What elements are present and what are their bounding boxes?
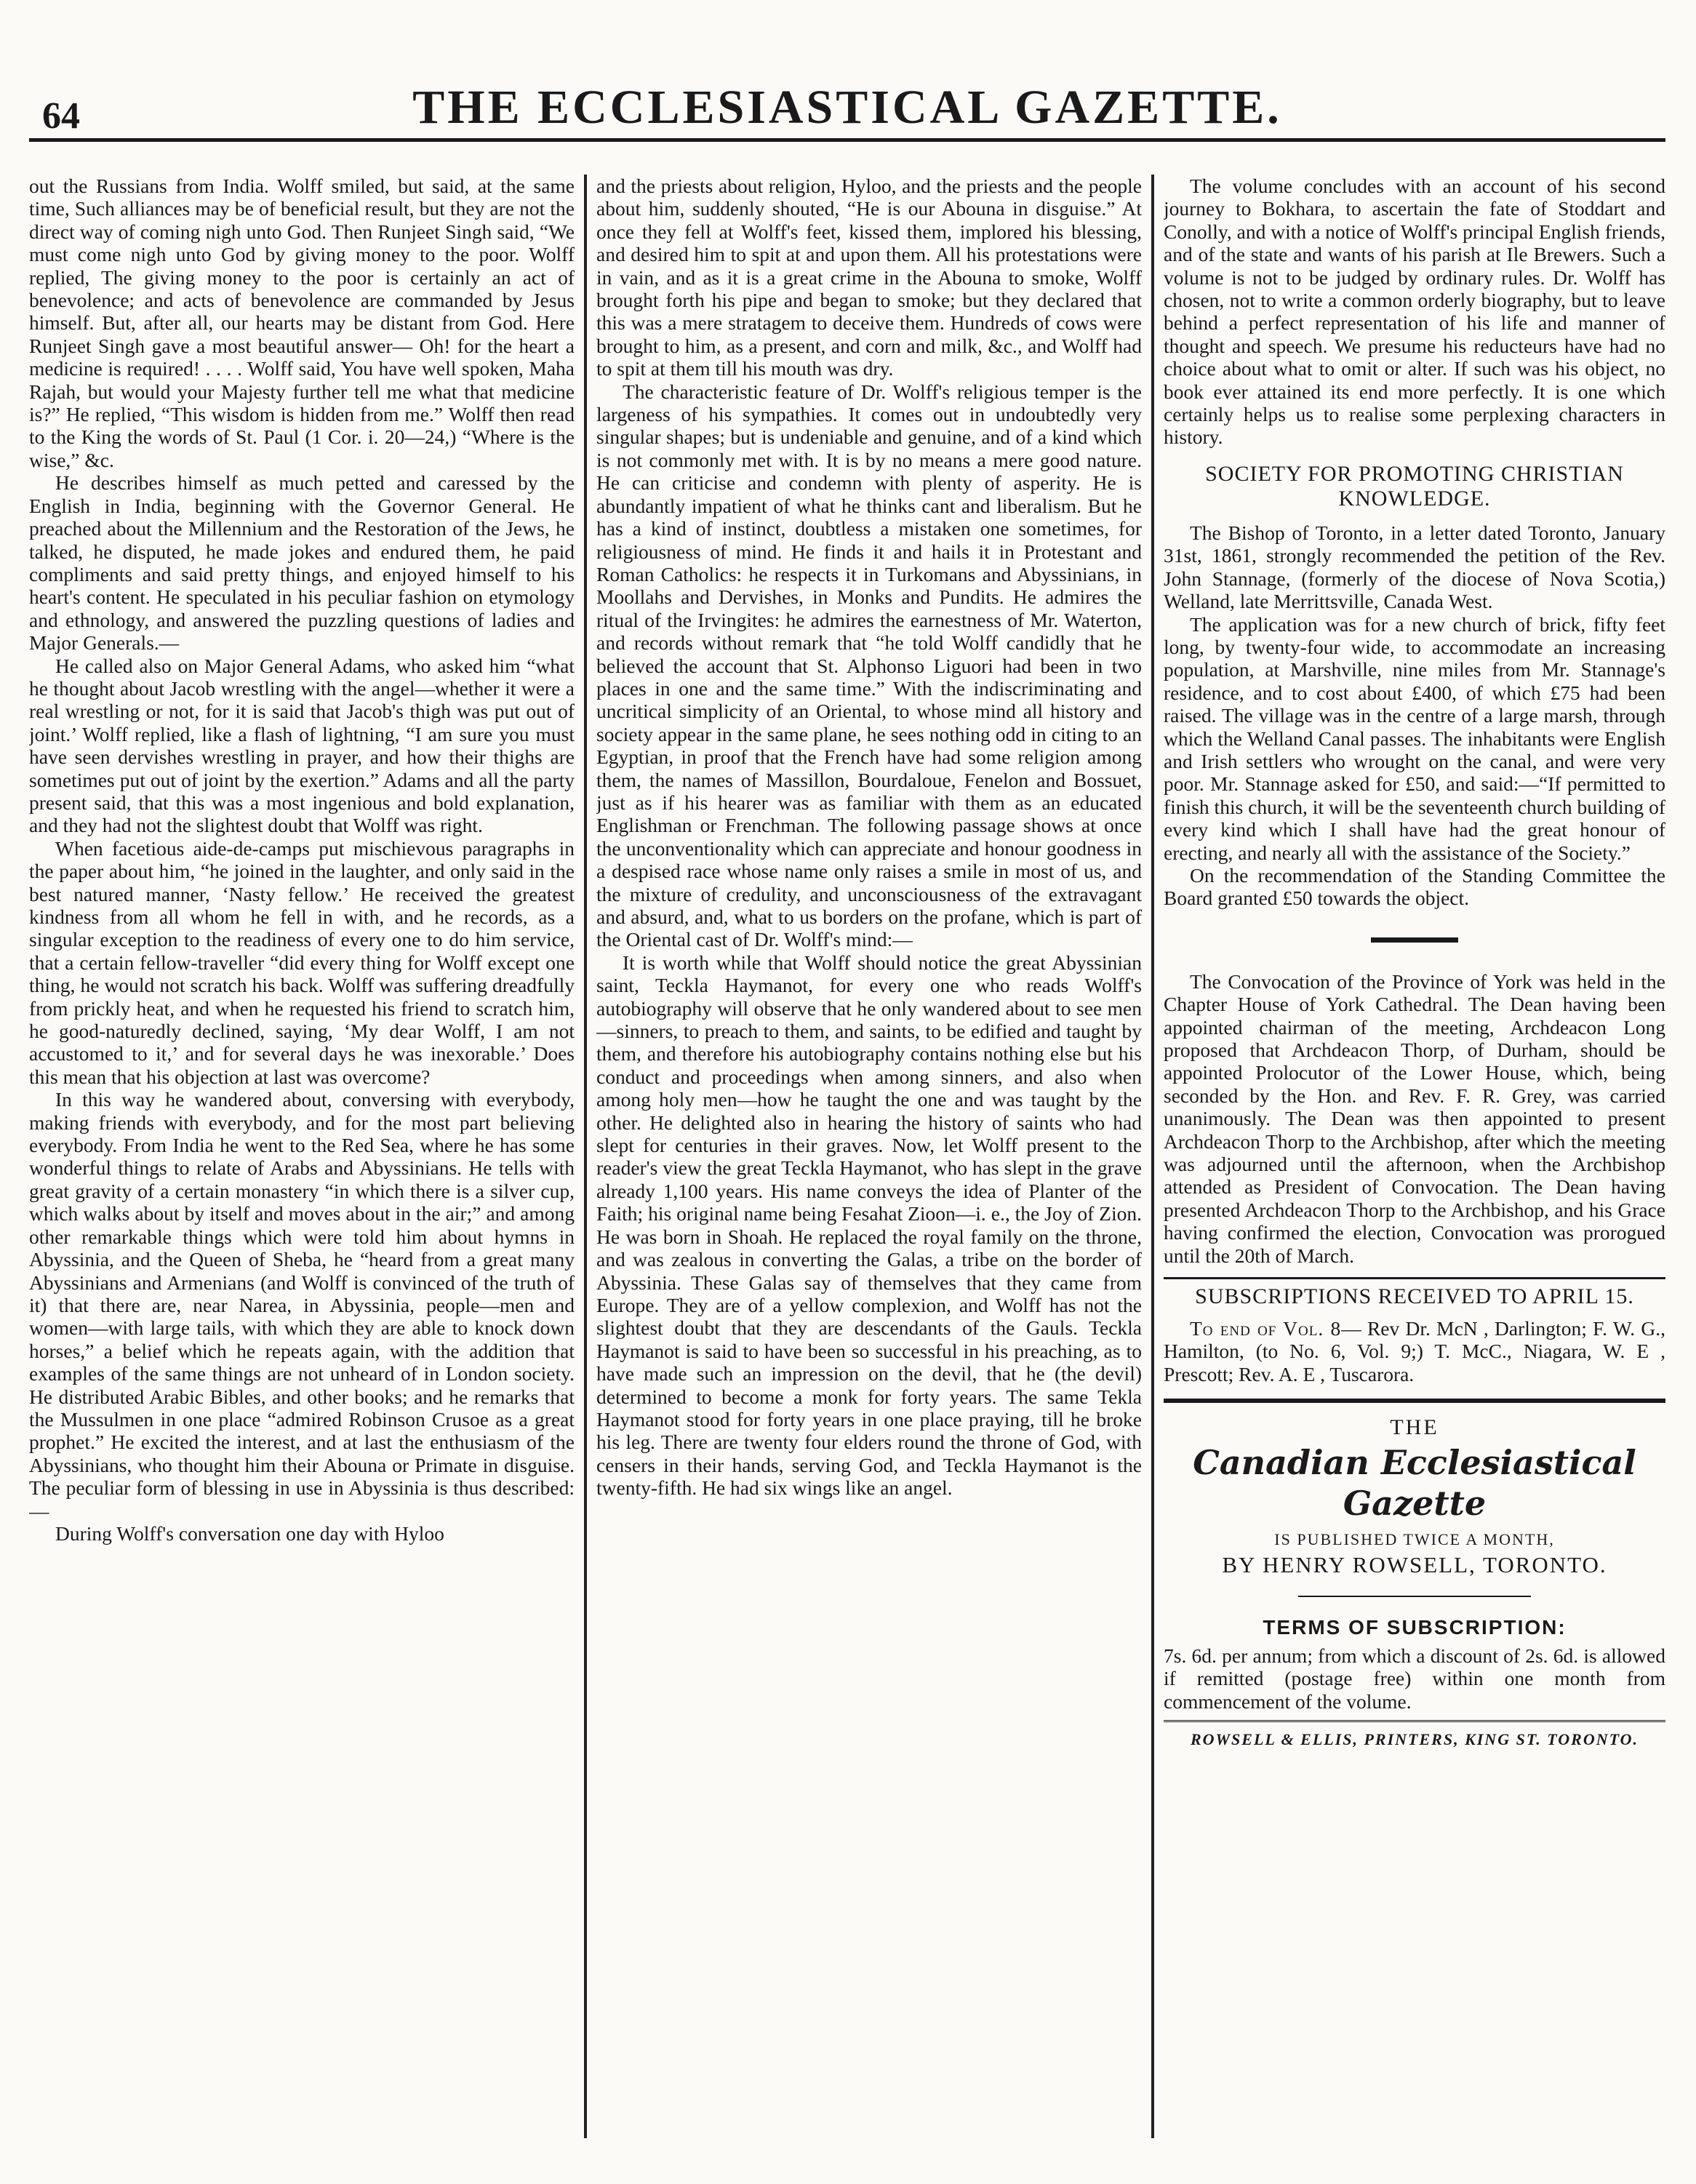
column-divider (1151, 175, 1154, 2138)
paragraph: When facetious aide-de-camps put mischievous paragraphs in the paper about him, “he joined in the laughter, and only said in the best natured manner, ‘Nasty fellow.’ He received the greatest kindness from all whom he fell in with, and he records, as a singular exception to the readiness of every one to do him service, that a certain fellow-traveller “did every thing for Wolff except one thing, he would not scratch his back. Wolff was suffering dreadfully from prickly heat, and when he requested his friend to scratch him, he good-naturedly declined, saying, ‘My dear Wolff, I am not accustomed to it,’ and for several days he was inexorable.’ Does this mean that his objection at last was overcome? (29, 836, 575, 1088)
page-number: 64 (42, 95, 80, 137)
ornament-rule (1371, 937, 1458, 943)
column-1 (29, 175, 575, 2160)
divider-rule (1298, 1596, 1531, 1597)
section-rule (1164, 1277, 1665, 1279)
paragraph: He describes himself as much petted and caressed by the English in India, beginning with the Governor General. He preached about the Millennium and the Restoration of the Jews, he talked, he disputed, he made jokes and endured them, he paid compliments and said pretty things, and enjoyed himself to his heart's content. He speculated in his peculiar fashion on etymology and ethnology, and answered the puzzling questions of ladies and Major Generals.— (29, 471, 575, 655)
subscriptions-lead: To end of Vol. 8 (1190, 1317, 1342, 1340)
column-2 (596, 175, 1142, 2160)
terms-heading: TERMS OF SUBSCRIPTION: (1263, 1615, 1567, 1639)
subscriptions-text: — Rev Dr. McN , Darlington; F. W. G., Hamilton, (to No. 6, Vol. 9;) T. McC., Niagara, W. E , Prescott; Rev. A. E , Tuscarora. (1164, 1317, 1665, 1385)
paragraph: On the recommendation of the Standing Committee the Board granted £50 towards the object. (1164, 863, 1665, 910)
subscriptions-list (1164, 1317, 1665, 1385)
subscriptions-heading: SUBSCRIPTIONS RECEIVED TO APRIL 15. (1195, 1284, 1634, 1309)
paragraph: The volume concludes with an account of his second journey to Bokhara, to ascertain the fate of Stoddart and Conolly, and with a notice of Wolff's principal English friends, and of the state and wants of his parish at Ile Brewers. Such a volume is not to be judged by ordinary rules. Dr. Wolff has chosen, not to write a common orderly biography, but to leave behind a perfect representation of his life and manner of thought and speech. We presume his reducteurs have had no choice about what to omit or alter. If such was his object, no book ever attained its end more perfectly. It is one which certainly helps us to realise some perplexing characters in history. (1164, 175, 1665, 449)
column-3 (1164, 175, 1665, 2160)
published-by: BY HENRY ROWSELL, TORONTO. (1222, 1552, 1607, 1578)
paragraph: During Wolff's conversation one day with Hyloo (55, 1521, 444, 1545)
paragraph: and the priests about religion, Hyloo, and the priests and the people about him, suddenly shouted, “He is our Abouna in disguise.” At once they fell at Wolff's feet, kissed them, implored his blessing, and desired him to spit at and upon them. All his protestations were in vain, and as it is a great crime in the Abouna to smoke, Wolff brought forth his pipe and began to smoke; but they declared that this was a mere stratagem to deceive them. Hundreds of cows were brought to him, as a present, and corn and milk, &c., and Wolff had to spit at them till his mouth was dry. (596, 175, 1142, 380)
published-line: IS PUBLISHED TWICE A MONTH, (1274, 1529, 1555, 1548)
masthead-title: THE ECCLESIASTICAL GAZETTE. (412, 81, 1282, 134)
section-heading: SOCIETY FOR PROMOTING CHRISTIAN KNOWLEDGE. (1205, 461, 1624, 511)
paragraph: It is worth while that Wolff should notice the great Abyssinian saint, Teckla Haymanot, for every one who reads Wolff's autobiography will observe that he only wandered about to see men—sinners, to preach to them, and saints, to be edified and taught by them, and therefore his autobiography contains nothing else but his conduct and proceedings when among sinners, and also when among holy men—how he taught the one and was taught by the other. He delighted also in hearing the history of saints who had slept for centuries in their graves. Now, let Wolff present to the reader's view the great Teckla Haymanot, who has slept in the grave already 1,100 years. His name conveys the idea of Planter of the Faith; his original name being Fesahat Zioon—i. e., the Joy of Zion. He was born in Shoah. He replaced the royal family on the throne, and was zealous in converting the Galas, a tribe on the border of Abyssinia. These Galas say of themselves that they came from Europe. They are of a yellow complexion, and Wolff has not the slightest doubt that they are descendants of the Gauls. Teckla Haymanot is said to have been so successful in his preaching, as to have made such an impression on the devil, that he (the devil) determined to become a monk for forty years. The same Tekla Haymanot stood for forty years in one place praying, till he broke his leg. There are twenty four elders round the throne of God, with censers in their hands, serving God, and Teckla Haymanot is the twenty-fifth. He had six wings like an angel. (596, 951, 1142, 1500)
printers-imprint: ROWSELL & ELLIS, PRINTERS, KING ST. TORONTO. (1164, 1720, 1665, 1751)
paragraph: The characteristic feature of Dr. Wolff's religious temper is the largeness of his sympathies. It comes out in undoubtedly very singular shapes; but is undeniable and genuine, and of a kind which is not commonly met with. It is by no means a mere good nature. He can criticise and condemn with plenty of asperity. He is abundantly impatient of what he thinks cant and liberalism. But he has a kind of instinct, doubtless a mistaken one sometimes, for religiousness of mind. He finds it and hails it in Protestant and Roman Catholics: he respects it in Turkomans and Abyssinians, in Moollahs and Dervishes, in Monks and Pundits. He admires the ritual of the Irvingites: he admires the earnestness of Mr. Waterton, and records without remark that “he told Wolff candidly that he believed the account that St. Alphonso Liguori had been in two places in one and the same time.” With the indiscriminating and uncritical simplicity of an Oriental, to whose mind all history and society appear in the same plane, he sees nothing odd in citing to an Egyptian, in proof that the French have had some religion among them, the names of Massillon, Bourdaloue, Fenelon and Bossuet, just as if his hearer was as familiar with them as an educated Englishman or Frenchman. The following passage shows at once the unconventionality which can appreciate and honour goodness in a despised race whose name only raises a smile in most of us, and the mixture of credulity, and unconsciousness of the extravagant and absurd, and, what to us borders on the profane, which is part of the Oriental cast of Dr. Wolff's mind:— (596, 380, 1142, 951)
section-rule (1164, 1399, 1665, 1403)
header-rule (29, 138, 1665, 142)
paragraph: In this way he wandered about, conversing with everybody, making friends with everybody, and for the most part believing everybody. From India he went to the Red Sea, where he has some wonderful things to relate of Arabs and Abyssinians. He tells with great gravity of a certain monastery “in which there is a silver cup, which walks about by itself and moves about in the air;” and among other remarkable things which were told him about hymns in Abyssinia, and the Queen of Sheba, he “heard from a great many Abyssinians and Armenians (and Wolff is convinced of the truth of it) that there are, near Narea, in Abyssinia, people—men and women—with large tails, with which they are able to knock down horses,” a belief which he repeats again, with the addition that examples of the same things are not unheard of in London society. He distributed Arabic Bibles, and other books; and he remarks that the Mussulmen in one place “admired Robinson Crusoe as a great prophet.” He excited the interest, and at last the enthusiasm of the Abyssinians, who thought him their Abouna or Primate in disguise. The peculiar form of blessing in use in Abyssinia is thus described:— (29, 1088, 575, 1522)
gazette-the: THE (1390, 1415, 1439, 1440)
paragraph: The Bishop of Toronto, in a letter dated Toronto, January 31st, 1861, strongly recommended the petition of the Rev. John Stannage, (formerly of the diocese of Nova Scotia,) Welland, late Merrittsville, Canada West. (1164, 521, 1665, 613)
paragraph: The application was for a new church of brick, fifty feet long, by twenty-four wide, to accommodate an increasing population, at Marshville, nine miles from Mr. Stannage's residence, and to cost about £400, of which £75 had been raised. The village was in the centre of a large marsh, through which the Welland Canal passes. The inhabitants were English and Irish settlers who wrought on the canal, and were very poor. Mr. Stannage asked for £50, and said:—“If permitted to finish this church, it will be the seventeenth church building of every kind which I shall have had the great honour of erecting, and nearly all with the assistance of the Society.” (1164, 612, 1665, 864)
paragraph: out the Russians from India. Wolff smiled, but said, at the same time, Such alliances may be of beneficial result, but they are not the direct way of coming nigh unto God. Then Runjeet Singh said, “We must come nigh unto God by giving money to the poor. Wolff replied, The giving money to the poor is certainly an act of benevolence; and acts of benevolence are commanded by Jesus himself. But, after all, our hearts may be distant from God. Here Runjeet Singh gave a most beautiful answer— Oh! for the heart a medicine is required! . . . . Wolff said, You have well spoken, Maha Rajah, but would your Majesty further tell me what that medicine is?” He replied, “This wisdom is hidden from me.” Wolff then read to the King the words of St. Paul (1 Cor. i. 20—24,) “Where is the wise,” &c. (29, 175, 575, 471)
paragraph: He called also on Major General Adams, who asked him “what he thought about Jacob wrestling with the angel—whether it were a real wrestling or not, for it is said that Jacob's thigh was put out of joint.’ Wolff replied, like a flash of lightning, “I am sure you must have seen dervishes wrestling in prayer, and how their thighs are sometimes put out of joint by the exertion.” Adams and all the party present said, that this was a most ingenious and bold explanation, and they had not the slightest doubt that Wolff was right. (29, 654, 575, 837)
terms-text: 7s. 6d. per annum; from which a discount of 2s. 6d. is allowed if remitted (postage free) within one month from commencement of the volume. (1164, 1644, 1665, 1713)
gazette-title: Canadian Ecclesiastical Gazette (1193, 1442, 1636, 1523)
column-divider (584, 175, 587, 2138)
paragraph: The Convocation of the Province of York was held in the Chapter House of York Cathedral. The Dean having been appointed chairman of the meeting, Archdeacon Long proposed that Archdeacon Thorp, of Durham, should be appointed Prolocutor of the Lower House, which, being seconded by the Hon. and Rev. F. R. Grey, was carried unanimously. The Dean was then appointed to present Archdeacon Thorp to the Archbishop, after which the meeting was adjourned until the afternoon, when the Archbishop attended as President of Convocation. The Dean having presented Archdeacon Thorp to the Archbishop, and his Grace having confirmed the election, Convocation was prorogued until the 20th of March. (1164, 969, 1665, 1267)
page-header (29, 15, 1665, 135)
